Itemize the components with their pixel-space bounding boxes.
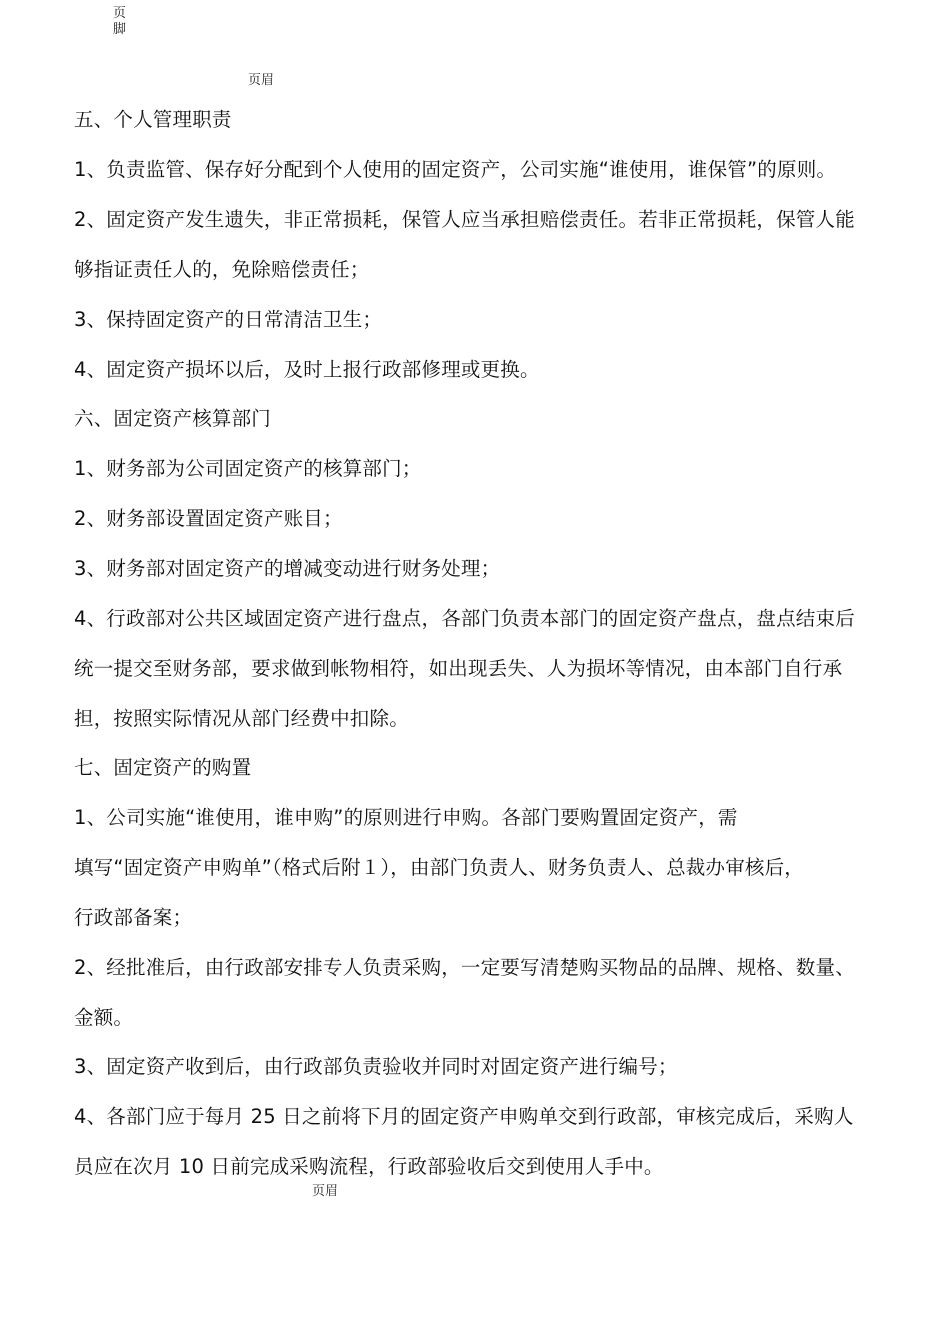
paragraph-line: 1、财务部为公司固定资产的核算部门； [74, 457, 422, 480]
paragraph-line: 3、财务部对固定资产的增减变动进行财务处理； [74, 557, 501, 580]
paragraph-line: 填写“固定资产申购单”（格式后附１），由部门负责人、财务负责人、总裁办审核后， [74, 856, 805, 879]
paragraph-line: 2、财务部设置固定资产账目； [74, 507, 343, 530]
page-header-label-bottom: 页眉 [312, 1184, 339, 1199]
page-header-label-top: 页眉 [248, 73, 275, 88]
paragraph-line: 1、公司实施“谁使用，谁申购”的原则进行申购。各部门要购置固定资产，需 [74, 806, 738, 829]
paragraph-line: 担，按照实际情况从部门经费中扣除。 [74, 707, 409, 730]
paragraph-line: 员应在次月 10 日前完成采购流程，行政部验收后交到使用人手中。 [74, 1155, 664, 1178]
paragraph-line: 行政部备案； [74, 906, 193, 929]
paragraph-line: 2、经批准后，由行政部安排专人负责采购，一定要写清楚购买物品的品牌、规格、数量、 [74, 956, 855, 979]
paragraph-line: 4、固定资产损坏以后，及时上报行政部修理或更换。 [74, 358, 540, 381]
page-footer-label: 页脚 [113, 6, 127, 37]
section-heading: 五、个人管理职责 [74, 108, 232, 131]
paragraph-line: 3、保持固定资产的日常清洁卫生； [74, 308, 383, 331]
paragraph-line: 4、行政部对公共区域固定资产进行盘点，各部门负责本部门的固定资产盘点，盘点结束后 [74, 607, 855, 630]
paragraph-line: 金额。 [74, 1006, 134, 1029]
section-heading: 七、固定资产的购置 [74, 756, 252, 779]
paragraph-line: 4、各部门应于每月 25 日之前将下月的固定资产申购单交到行政部，审核完成后，采购人 [74, 1105, 854, 1128]
paragraph-line: 统一提交至财务部，要求做到帐物相符，如出现丢失、人为损坏等情况，由本部门自行承 [74, 657, 843, 680]
section-heading: 六、固定资产核算部门 [74, 407, 272, 430]
paragraph-line: 2、固定资产发生遗失，非正常损耗，保管人应当承担赔偿责任。若非正常损耗，保管人能 [74, 208, 855, 231]
paragraph-line: 3、固定资产收到后，由行政部负责验收并同时对固定资产进行编号； [74, 1055, 678, 1078]
paragraph-line: 1、负责监管、保存好分配到个人使用的固定资产，公司实施“谁使用，谁保管”的原则。 [74, 158, 837, 181]
paragraph-line: 够指证责任人的，免除赔偿责任； [74, 258, 370, 281]
